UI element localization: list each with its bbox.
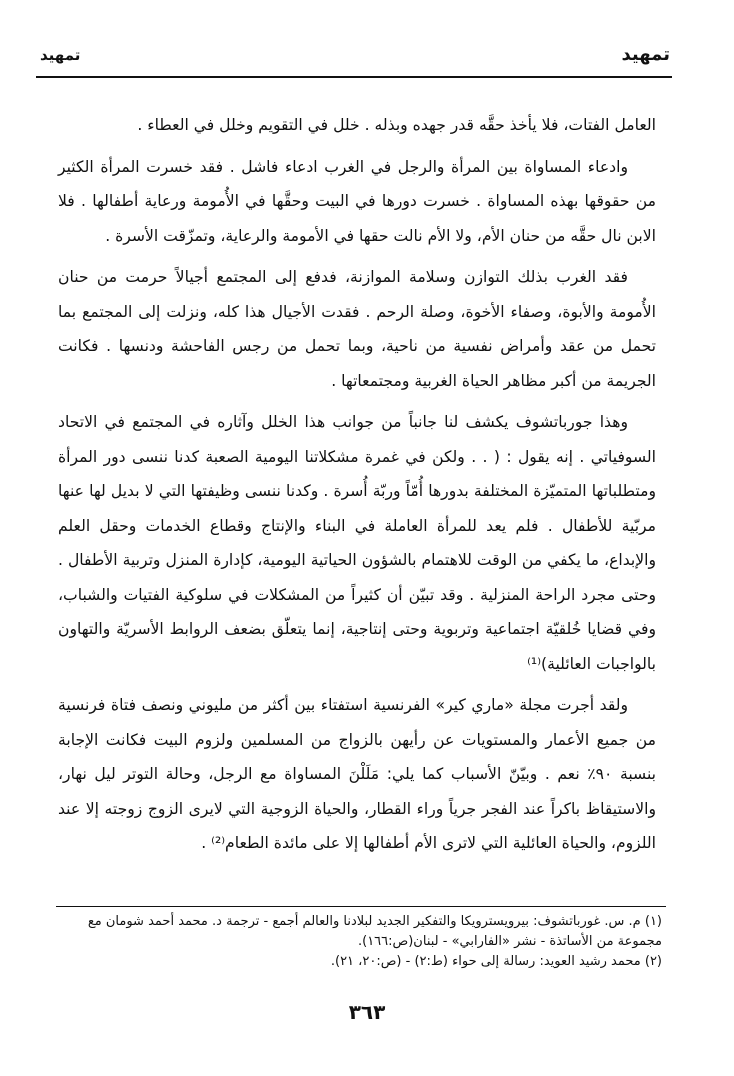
running-header bbox=[40, 44, 670, 78]
footnote-divider bbox=[56, 906, 666, 907]
footnotes bbox=[56, 912, 662, 972]
footnote-2: (٢) محمد رشيد العويد: رسالة إلى حواء (ط:٢) - (ص:٢٠، ٢١). bbox=[330, 954, 662, 969]
paragraph-1: العامل الفتات، فلا يأخذ حقَّه قدر جهده وبذله . خلل في التقويم وخلل في العطاء . bbox=[137, 116, 656, 134]
header-divider bbox=[36, 76, 672, 78]
main-text bbox=[58, 108, 656, 868]
footnote-1: (١) م. س. غورباتشوف: بيرويسترويكا والتفكير الجديد لبلادنا والعالم أجمع - ترجمة د. محمد أحمد شومان مع مجموعة من الأساتذة - نشر «الفارابي» - لبنان(ص:١٦٦). bbox=[87, 914, 662, 949]
chapter-title-secondary: تمهيد bbox=[40, 46, 81, 64]
paragraph-2: وادعاء المساواة بين المرأة والرجل في الغرب ادعاء فاشل . فقد خسرت المرأة الكثير من حقوقها بهذه المساواة . خسرت دورها في البيت وحقَّها في الأُمومة ورعاية أطفالها . فلا الابن نال حقَّه من حنان الأم، ولا الأم نالت حقها في الأمومة والرعاية، وتمزّقت الأسرة . bbox=[58, 157, 656, 245]
paragraph-5: ولقد أجرت مجلة «ماري كير» الفرنسية استفتاء بين أكثر من مليوني ونصف فتاة فرنسية من جميع الأعمار والمستويات عن رأيهن بالزواج من المسلمين ولزوم البيت فكانت الإجابة بنسبة ٩٠٪ نعم . وبيّنّ الأسباب كما يلي: مَلَلْنَ المساواة مع الرجل، وحالة التوتر ليل نهار، والاستيقاظ باكراً عند الفجر جرياً وراء القطار، والحياة الزوجية التي لايرى الزوج زوجته إلا عند اللزوم، والحياة العائلية التي لاترى الأم أطفالها إلا على مائدة الطعام⁽²⁾ . bbox=[58, 696, 656, 852]
chapter-title: تمهيد bbox=[621, 44, 670, 65]
paragraph-4: وهذا جورباتشوف يكشف لنا جانباً من جوانب هذا الخلل وآثاره في المجتمع في الاتحاد السوفياتي . إنه يقول : ( . . ولكن في غمرة مشكلاتنا اليومية الصعبة كدنا ننسى دور المرأة ومتطلباتها المتميّزة المختلفة بدورها أُمّاً وربّة أُسرة . وكدنا ننسى وظيفتها التي لا بديل لها عنها مربّية للأطفال . فلم يعد للمرأة العاملة في البناء والإنتاج وقطاع الخدمات وحقل العلم والإبداع، ما يكفي من الوقت للاهتمام بالشؤون الحياتية اليومية، كإدارة المنزل وتربية الأطفال . وحتى مجرد الراحة المنزلية . وقد تبيّن أن كثيراً من المشكلات في سلوكية الفتيات والشباب، وفي قضايا خُلقيّة اجتماعية وتربوية وحتى إنتاجية، إنما يتعلّق بضعف الروابط الأسريّة والتهاون بالواجبات العائلية)⁽¹⁾ bbox=[58, 413, 656, 673]
page-number: ٣٦٣ bbox=[348, 1000, 386, 1024]
paragraph-3: فقد الغرب بذلك التوازن وسلامة الموازنة، فدفع إلى المجتمع أجيالاً حرمت من حنان الأُمومة والأبوة، وصفاء الأخوة، وصلة الرحم . فقدت الأجيال هذا كله، ونزلت إلى المجتمع بما تحمل من عقد وأمراض نفسية من ناحية، وبما تحمل من رجس الفاحشة ودنسها . فكانت الجريمة من أكبر مظاهر الحياة الغربية ومجتمعاتها . bbox=[58, 268, 656, 390]
